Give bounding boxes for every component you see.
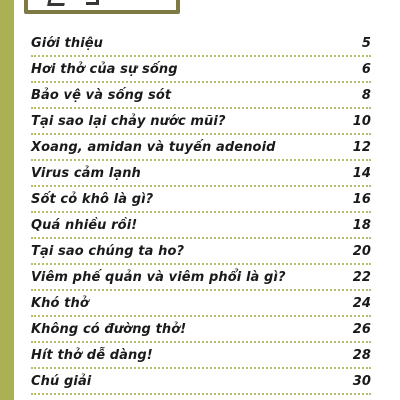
toc-entry[interactable] — [31, 108, 371, 134]
toc-entry[interactable] — [31, 238, 371, 264]
toc-entry[interactable] — [31, 186, 371, 212]
toc-entry[interactable] — [31, 342, 371, 368]
toc-entry-page: 24 — [352, 295, 371, 311]
toc-entry[interactable] — [31, 368, 371, 394]
title-frame — [24, 0, 180, 14]
toc-entry-title: Viêm phế quản và viêm phổi là gì? — [31, 269, 286, 285]
toc-entry[interactable] — [31, 212, 371, 238]
toc-entry[interactable] — [31, 30, 371, 56]
toc-entry-page: 16 — [352, 191, 371, 207]
toc-entry-page: 30 — [352, 373, 371, 389]
left-decorative-band — [0, 0, 14, 400]
toc-entry-title: Không có đường thở! — [31, 321, 187, 337]
toc-entry-page: 18 — [352, 217, 371, 233]
toc-entry[interactable] — [31, 316, 371, 342]
toc-entry-page: 5 — [361, 35, 371, 51]
toc-entry[interactable] — [31, 264, 371, 290]
toc-entry-page: 10 — [352, 113, 371, 129]
toc-entry[interactable] — [31, 82, 371, 108]
title-fragment — [47, 0, 66, 6]
toc-entry-title: Sốt cỏ khô là gì? — [31, 191, 154, 207]
toc-entry-title: Xoang, amidan và tuyến adenoid — [31, 139, 276, 155]
toc-entry-title: Tại sao lại chảy nước mũi? — [31, 113, 226, 129]
toc-entry-title: Khó thở — [31, 295, 89, 311]
toc-entry[interactable] — [31, 290, 371, 316]
toc-entry[interactable] — [31, 134, 371, 160]
toc-entry-page: 8 — [361, 87, 371, 103]
toc-entry-page: 12 — [352, 139, 371, 155]
toc-entry-title: Giới thiệu — [31, 35, 104, 51]
toc-entry[interactable] — [31, 160, 371, 186]
toc-entry-page: 14 — [352, 165, 371, 181]
toc-entry-title: Bảo vệ và sống sót — [31, 87, 172, 103]
toc-entry-title: Tại sao chúng ta ho? — [31, 243, 185, 259]
toc-entry-title: Hơi thở của sự sống — [31, 61, 178, 77]
toc-entry-page: 20 — [352, 243, 371, 259]
toc-entry[interactable] — [31, 56, 371, 82]
toc-entry-page: 26 — [352, 321, 371, 337]
title-fragment — [86, 0, 99, 5]
toc-entry-title: Quá nhiều rồi! — [31, 217, 138, 233]
toc-entry-page: 28 — [352, 347, 371, 363]
toc-entry-title: Hít thở dễ dàng! — [31, 347, 153, 363]
toc-entry-title: Chú giải — [31, 373, 92, 389]
toc-entry-page: 6 — [361, 61, 371, 77]
toc-entry-page: 22 — [352, 269, 371, 285]
toc-entry-title: Virus cảm lạnh — [31, 165, 141, 181]
